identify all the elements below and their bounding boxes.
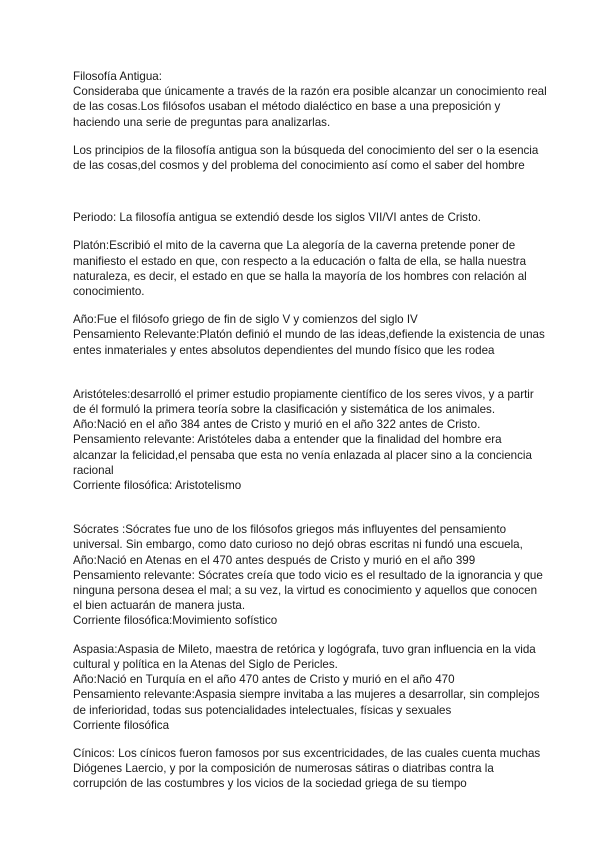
text-line: Corriente filosófica bbox=[73, 718, 170, 732]
paragraph-principios bbox=[73, 143, 560, 173]
text-line: racional bbox=[73, 463, 114, 477]
paragraph-socrates bbox=[73, 522, 560, 628]
text-line: de él formuló la primera teoría sobre la clasificación y sistemática de los animales. bbox=[73, 403, 496, 417]
paragraph-periodo bbox=[73, 210, 560, 225]
text-line: universal. Sin embargo, como dato curioso no dejó obras escritas ni fundó una escuela, bbox=[73, 538, 523, 552]
paragraph-aristoteles bbox=[73, 387, 560, 493]
text-line: Pensamiento Relevante:Platón definió el mundo de las ideas,defiende la existencia de unas bbox=[73, 328, 545, 342]
text-line: alcanzar la felicidad,el pensaba que esta no venía enlazada al placer sino a la conciencia bbox=[73, 448, 532, 462]
text-line: manifiesto el estado en que, con respecto a la educación o falta de ella, se halla nuestra bbox=[73, 254, 527, 268]
text-line: cultural y política en la Atenas del Siglo de Pericles. bbox=[73, 657, 338, 671]
text-line: Año:Nació en Turquía en el año 470 antes de Cristo y murió en el año 470 bbox=[73, 673, 455, 687]
text-line: Consideraba que únicamente a través de la razón era posible alcanzar un conocimiento real bbox=[73, 85, 547, 99]
text-line: el bien actuarán de manera justa. bbox=[73, 599, 246, 613]
text-line: Corriente filosófica:Movimiento sofístico bbox=[73, 614, 278, 628]
paragraph-cinicos bbox=[73, 746, 560, 792]
text-line: Año:Nació en Atenas en el 470 antes después de Cristo y murió en el año 399 bbox=[73, 553, 476, 567]
text-line: Pensamiento relevante:Aspasia siempre invitaba a las mujeres a desarrollar, sin complejos bbox=[73, 688, 540, 702]
text-line: Pensamiento relevante: Sócrates creía que todo vicio es el resultado de la ignorancia y que bbox=[73, 568, 543, 582]
text-line: Pensamiento relevante: Aristóteles daba a entender que la finalidad del hombre era bbox=[73, 433, 502, 447]
text-line: Platón:Escribió el mito de la caverna que La alegoría de la caverna pretende poner de bbox=[73, 239, 516, 253]
text-line: Aspasia:Aspasia de Mileto, maestra de retórica y logógrafa, tuvo gran influencia en la vida bbox=[73, 642, 536, 656]
text-line: de las cosas.Los filósofos usaban el método dialéctico en base a una preposición y bbox=[73, 100, 501, 114]
text-line: Año:Fue el filósofo griego de fin de siglo V y comienzos del siglo IV bbox=[73, 313, 418, 327]
section-heading: Filosofía Antigua: bbox=[73, 70, 162, 83]
text-line: Diógenes Laercio, y por la composición de numerosas sátiras o diatribas contra la bbox=[73, 762, 494, 776]
text-line: Corriente filosófica: Aristotelismo bbox=[73, 479, 242, 493]
paragraph-intro bbox=[73, 69, 560, 130]
text-line: ninguna persona desea el mal; a su vez, la virtud es conocimiento y aquellos que conocen bbox=[73, 584, 538, 598]
paragraph-platon bbox=[73, 238, 560, 299]
text-line: de inferioridad, todas sus potencialidades intelectuales, físicas y sexuales bbox=[73, 703, 452, 717]
text-line: Sócrates :Sócrates fue uno de los filósofos griegos más influyentes del pensamiento bbox=[73, 523, 507, 537]
text-line: de las cosas,del cosmos y del problema del conocimiento así como el saber del hombre bbox=[73, 159, 525, 173]
text-line: entes inmateriales y entes absolutos dependientes del mundo físico que les rodea bbox=[73, 343, 495, 357]
text-line: Los principios de la filosofía antigua son la búsqueda del conocimiento del ser o la esencia bbox=[73, 143, 539, 157]
paragraph-platon-detalles bbox=[73, 312, 560, 358]
text-line: haciendo una serie de preguntas para analizarlas. bbox=[73, 115, 331, 129]
paragraph-aspasia bbox=[73, 642, 560, 733]
text-line: naturaleza, es decir, el estado en que se halla la mayoría de los hombres con relación al bbox=[73, 269, 527, 283]
text-line: Periodo: La filosofía antigua se extendió desde los siglos VII/VI antes de Cristo. bbox=[73, 211, 481, 225]
text-line: corrupción de las costumbres y los vicios de la sociedad griega de su tiempo bbox=[73, 777, 467, 791]
text-line: Cínicos: Los cínicos fueron famosos por sus excentricidades, de las cuales cuenta muchas bbox=[73, 746, 541, 760]
text-line: Aristóteles:desarrolló el primer estudio propiamente científico de los seres vivos, y a partir bbox=[73, 387, 534, 401]
text-line: Año:Nació en el año 384 antes de Cristo y murió en el año 322 antes de Cristo. bbox=[73, 418, 481, 432]
text-line: conocimiento. bbox=[73, 285, 145, 299]
